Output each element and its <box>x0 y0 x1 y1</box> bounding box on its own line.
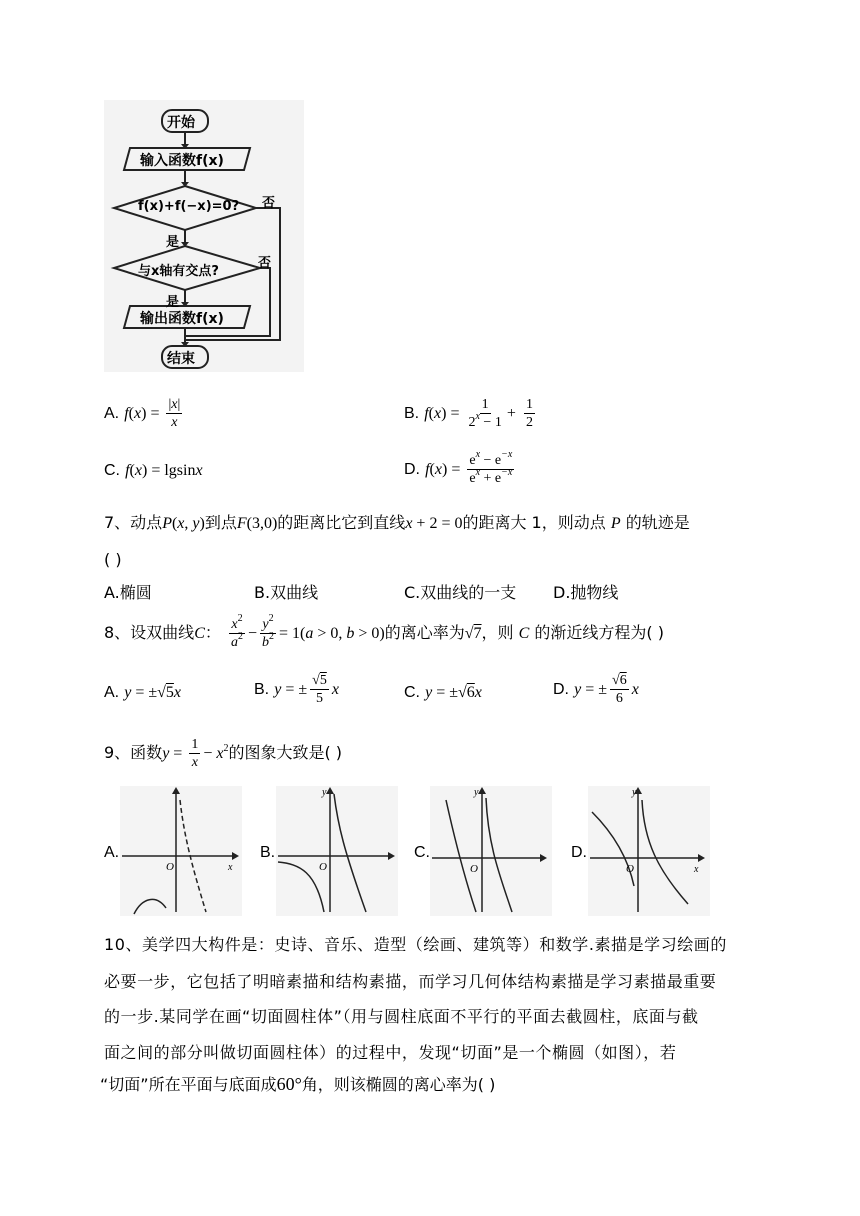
curve-right <box>642 800 688 904</box>
q7-option-c: C.双曲线的一支 <box>404 583 517 602</box>
q9-graph-a-svg <box>120 786 242 916</box>
q9-graph-c <box>430 786 552 916</box>
q10-line-3: 的一步.某同学在画“切面圆柱体”（用与圆柱底面不平行的平面去截圆柱，底面与截 <box>104 1007 699 1026</box>
q7-stem-2: 到点 <box>204 513 237 532</box>
q7-stem-1: 7、动点 <box>104 513 163 532</box>
flow-input-label: 输入函数f(x) <box>140 153 224 169</box>
q8-stem-4: 的渐近线方程为( ) <box>534 623 664 642</box>
q7-option-b: B.双曲线 <box>254 583 319 602</box>
curve-left <box>278 862 324 912</box>
q10-line-2: 必要一步，它包括了明暗素描和结构素描，而学习几何体结构素描是学习素描最重要 <box>104 972 717 991</box>
flow-yes2-label: 是 <box>166 295 180 310</box>
q9-graph-b-svg <box>276 786 398 916</box>
q9-graph-b <box>276 786 398 916</box>
q10-line-5c: 角，则该椭圆的离心率为( ) <box>301 1075 496 1094</box>
flowchart-svg <box>104 100 304 372</box>
q6-d-label: D. <box>404 461 420 478</box>
svg-text:O: O <box>626 863 634 875</box>
svg-text:y: y <box>322 787 327 798</box>
q9-graph-d <box>588 786 710 916</box>
flow-cond2-label: 与x轴有交点? <box>138 264 219 279</box>
q9-a-label: A. <box>104 844 120 861</box>
q8-option-b: B. y = ± $\frac{√5}{5}$ x <box>254 673 339 706</box>
curve-left <box>134 899 166 914</box>
curve-right <box>486 798 512 912</box>
curve-right <box>334 794 366 912</box>
q8-stem: 8、设双曲线C： $\frac{x^2}{a^2}$ − $\frac{y^2}{b^2}$ = 1(a > 0, b > 0)的离心率为√7，则 C 的渐近线方程为( ) <box>104 613 664 650</box>
q6-option-c: C. f(x) = lgsinx <box>104 462 203 479</box>
q6-option-a: A. f(x) = $\frac{|x|}{x}$ <box>104 397 181 430</box>
q8-stem-3: ，则 <box>481 623 514 642</box>
q6-c-label: C. <box>104 462 120 479</box>
q7-paren: ( ) <box>104 550 122 569</box>
flow-start-label: 开始 <box>167 115 195 131</box>
q8-option-d: D. y = ± $\frac{√6}{6}$ x <box>553 673 639 706</box>
flow-output-label: 输出函数f(x) <box>140 311 224 327</box>
q6-c-expr: = lgsin <box>151 462 196 479</box>
flow-yes1-label: 是 <box>166 235 180 250</box>
q9-stem-2: 的图象大致是( ) <box>228 743 343 762</box>
q8-stem-1: 8、设双曲线 <box>104 623 195 642</box>
q6-a-label: A. <box>104 405 120 422</box>
flow-no1-label: 否 <box>262 196 276 211</box>
svg-text:O: O <box>319 861 327 873</box>
q7-stem-5: 的轨迹是 <box>625 513 690 532</box>
q10-line-4: 面之间的部分叫做切面圆柱体）的过程中，发现“切面”是一个椭圆（如图），若 <box>104 1043 677 1062</box>
q7-stem-3: 的距离比它到直线 <box>277 513 406 532</box>
flow-cond1-label: f(x)+f(−x)=0? <box>138 199 240 214</box>
q8-c-label: C. <box>404 684 420 701</box>
q8-a-label: A. <box>104 684 120 701</box>
q7-stem-4: 的距离大 1，则动点 <box>462 513 606 532</box>
q6-option-b: B. f(x) = $\frac{1}{2^x - 1}$ + $\frac{1}{2}$ <box>404 397 533 430</box>
q8-stem-2: 的离心率为 <box>384 623 465 642</box>
svg-text:y: y <box>474 787 479 798</box>
q10-angle: 60° <box>276 1074 302 1094</box>
q9-d-label: D. <box>571 844 587 861</box>
q7-option-a: A.椭圆 <box>104 583 152 602</box>
svg-text:x: x <box>228 862 233 873</box>
q8-option-c: C. y = ±√6x <box>404 684 482 701</box>
svg-text:x: x <box>694 864 699 875</box>
q10-line-5 <box>100 1072 495 1095</box>
q10-line-1: 10、美学四大构件是：史诗、音乐、造型（绘画、建筑等）和数学.素描是学习绘画的 <box>104 935 727 954</box>
curve-left <box>446 800 476 912</box>
q8-b-label: B. <box>254 681 270 698</box>
flow-end-label: 结束 <box>167 351 195 367</box>
q9-b-label: B. <box>260 844 276 861</box>
svg-text:y: y <box>632 787 637 798</box>
svg-text:O: O <box>166 861 174 873</box>
q9-stem: 9、函数y = $\frac{1}{x}$ − $x^2$的图象大致是( ) <box>104 737 343 770</box>
flowchart-image <box>104 100 304 372</box>
flow-no2-label: 否 <box>258 256 272 271</box>
q7-option-d: D.抛物线 <box>553 583 619 602</box>
q9-graph-c-svg <box>430 786 552 916</box>
q8-d-label: D. <box>553 681 569 698</box>
q10-line-5a: “切面”所在平面与底面成 <box>100 1075 277 1094</box>
q8-option-a: A. y = ±√5x <box>104 684 182 701</box>
q7-stem: 7、动点P(x, y)到点F(3,0)的距离比它到直线x + 2 = 0的距离大 1，则动点 P 的轨迹是 <box>104 513 690 532</box>
q9-c-label: C. <box>414 844 430 861</box>
q9-graph-a <box>120 786 242 916</box>
svg-text:O: O <box>470 863 478 875</box>
q6-option-d: D. f(x) = $\frac{e^x - e^{-x}}{e^x + e^{-x}}$ <box>404 449 513 486</box>
q9-stem-1: 9、函数 <box>104 743 163 762</box>
q6-b-label: B. <box>404 405 420 422</box>
q9-graph-d-svg <box>588 786 710 916</box>
